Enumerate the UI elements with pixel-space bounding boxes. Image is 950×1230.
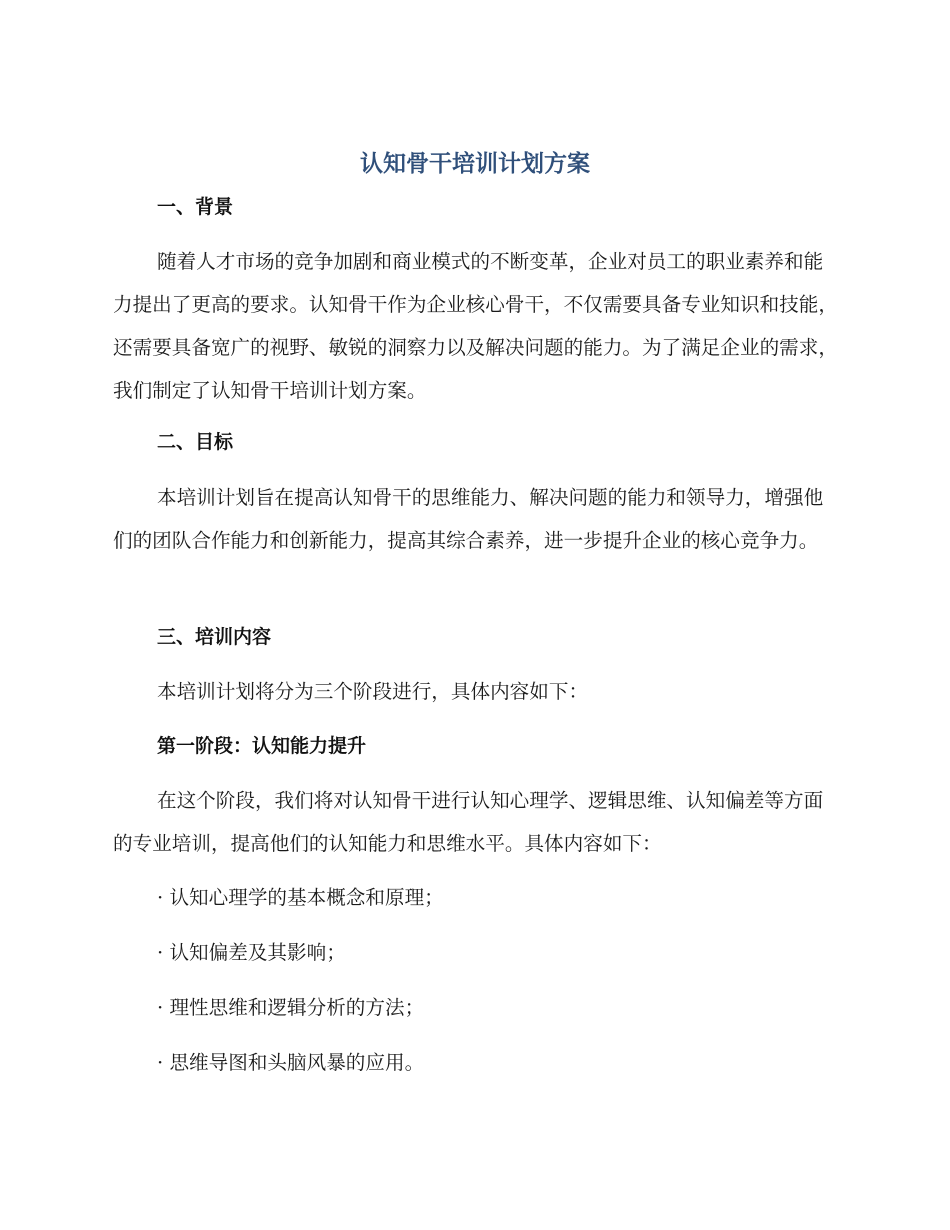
stage-paragraph: 在这个阶段，我们将对认知骨干进行认知心理学、逻辑思维、认知偏差等方面的专业培训，提高他们的认知能力和思维水平。具体内容如下： xyxy=(113,789,824,855)
section-paragraph-background: 随着人才市场的竞争加剧和商业模式的不断变革，企业对员工的职业素养和能力提出了更高的要求。认知骨干作为企业核心骨干，不仅需要具备专业知识和技能，还需要具备宽广的视野、敏锐的洞察力以及解决问题的能力。为了满足企业的需求，我们制定了认知骨干培训计划方案。 xyxy=(113,250,838,402)
list-item: · 理性思维和逻辑分析的方法； xyxy=(157,996,425,1019)
section-paragraph-goals: 本培训计划旨在提高认知骨干的思维能力、解决问题的能力和领导力，增强他们的团队合作能力和创新能力，提高其综合素养，进一步提升企业的核心竞争力。 xyxy=(113,486,824,552)
section-heading-goals: 二、目标 xyxy=(157,431,234,453)
section-paragraph-content: 本培训计划将分为三个阶段进行，具体内容如下： xyxy=(157,680,589,703)
list-item: · 思维导图和头脑风暴的应用。 xyxy=(157,1051,425,1074)
document-title: 认知骨干培训计划方案 xyxy=(360,151,590,177)
stage-heading: 第一阶段：认知能力提升 xyxy=(157,735,367,757)
list-item: · 认知偏差及其影响； xyxy=(157,941,346,964)
section-heading-content: 三、培训内容 xyxy=(157,626,272,648)
section-heading-background: 一、背景 xyxy=(157,196,234,218)
list-item: · 认知心理学的基本概念和原理； xyxy=(157,886,444,909)
